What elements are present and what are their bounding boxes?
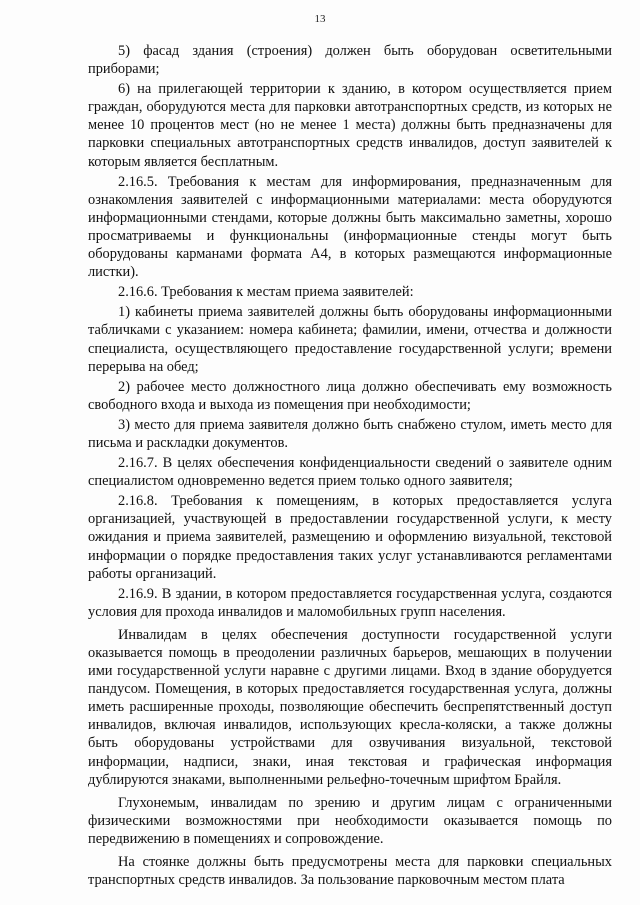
paragraph-2-16-7: 2.16.7. В целях обеспечения конфиденциальности сведений о заявителе одним специалистом одновременно ведется прием только одного заявителя; xyxy=(88,455,612,490)
paragraph-parking: На стоянке должны быть предусмотрены места для парковки специальных транспортных средств инвалидов. За пользование парковочным местом плата xyxy=(88,854,612,889)
paragraph-item-5: 5) фасад здания (строения) должен быть оборудован осветительными приборами; xyxy=(88,43,612,78)
paragraph-2-16-6-item-2: 2) рабочее место должностного лица должно обеспечивать ему возможность свободного входа и выхода из помещения при необходимости; xyxy=(88,378,612,413)
paragraph-item-6: 6) на прилегающей территории к зданию, в котором осуществляется прием граждан, оборудуются места для парковки автотранспортных средств, из которых не менее 10 процентов мест (но не менее 1 места) должны быть предназначены для парковки специальных автотранспортных средств инвалидов, доступ заявителей к которым является бесплатным. xyxy=(88,81,612,170)
paragraph-2-16-5: 2.16.5. Требования к местам для информирования, предназначенным для ознакомления заявителей с информационными материалами: места оборудуются информационными стендами, которые должны быть максимально заметны, хорошо просматриваемы и функциональны (информационные стенды могут быть оборудованы карманами формата А4, в которых размещаются информационные листки). xyxy=(88,173,612,281)
paragraph-2-16-6-item-1: 1) кабинеты приема заявителей должны быть оборудованы информационными табличками с указанием: номера кабинета; фамилии, имени, отчества и должности специалиста, осуществляющего предоставление государственной услуги; времени перерыва на обед; xyxy=(88,304,612,375)
paragraph-2-16-9: 2.16.9. В здании, в котором предоставляется государственная услуга, создаются условия для прохода инвалидов и маломобильных групп населения. xyxy=(88,585,612,620)
paragraph-2-16-6-item-3: 3) место для приема заявителя должно быть снабжено стулом, иметь место для письма и раскладки документов. xyxy=(88,416,612,451)
paragraph-deaf-assistance: Глухонемым, инвалидам по зрению и другим лицам с ограниченными физическими возможностями при необходимости оказывается помощь по передвижению в помещениях и сопровождение. xyxy=(88,794,612,847)
document-body xyxy=(88,42,612,891)
page-number: 13 xyxy=(314,13,326,25)
paragraph-2-16-6: 2.16.6. Требования к местам приема заявителей: xyxy=(118,284,414,301)
paragraph-2-16-8: 2.16.8. Требования к помещениям, в которых предоставляется услуга организацией, участвующей в предоставлении государственной услуги, к месту ожидания и приема заявителей, размещению и оформлению визуальной, текстовой информации о порядке предоставления таких услуг устанавливаются регламентами работы организаций. xyxy=(88,493,612,582)
paragraph-disabled-access: Инвалидам в целях обеспечения доступности государственной услуги оказывается помощь в преодолении различных барьеров, мешающих в получении ими государственной услуги наравне с другими лицами. Вход в здание оборудуется пандусом. Помещения, в которых предоставляется государственная услуга, должны иметь расширенные проходы, позволяющие обеспечить беспрепятственный доступ инвалидов, включая инвалидов, использующих кресла-коляски, а также должны быть оборудованы устройствами для озвучивания визуальной, текстовой информации, надписи, знаки, иная текстовая и графическая информация дублируются знаками, выполненными рельефно-точечным шрифтом Брайля. xyxy=(88,626,612,788)
